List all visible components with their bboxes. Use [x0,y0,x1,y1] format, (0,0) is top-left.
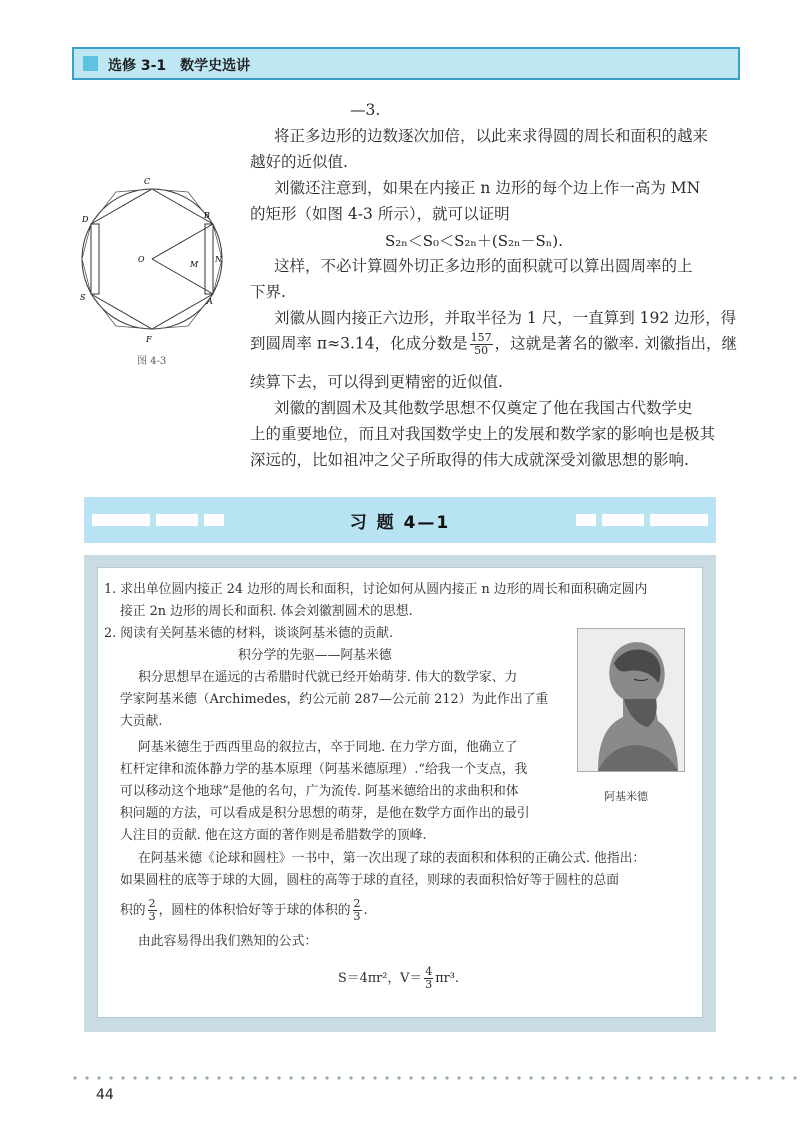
footer-dot [637,1076,640,1079]
fraction-157-50 [470,332,493,357]
article-line: 积问题的方法，可以看成是积分思想的萌芽，是他在数学方面作出的最引 [120,806,530,821]
article-title: 积分学的先驱——阿基米德 [238,648,392,663]
exercise-banner [84,497,716,543]
footer-dot [721,1076,724,1079]
question-2: 2. 阅读有关阿基米德的材料，谈谈阿基米德的贡献. [104,626,394,641]
fraction-four-thirds [424,966,433,991]
question-1-line: 1. 求出单位圆内接正 24 边形的周长和面积，讨论如何从圆内接正 n 边形的周长和面积确定圆内 [104,582,648,597]
article-line: 学家阿基米德（Archimedes，约公元前 287—公元前 212）为此作出了重 [120,692,549,707]
footer-dot [685,1076,688,1079]
footer-dot [661,1076,664,1079]
footer-dot [493,1076,496,1079]
footer-dot [133,1076,136,1079]
footer-dot [205,1076,208,1079]
footer-dotted-line [72,1075,800,1081]
label-b: B [204,211,210,220]
fraction-two-thirds [148,898,157,923]
fraction-denominator: 3 [425,978,433,991]
text-segment: πr³. [435,971,459,986]
section-header [72,47,740,80]
article-line: 由此容易得出我们熟知的公式： [138,934,318,949]
paragraph-line: 刘徽的割圆术及其他数学思想不仅奠定了他在我国古代数学史 [274,399,693,417]
footer-dot [469,1076,472,1079]
fraction-numerator: 157 [470,331,492,344]
footer-dot [145,1076,148,1079]
label-a: A [207,297,213,306]
footer-dot [337,1076,340,1079]
article-line: 杠杆定律和流体静力学的基本原理（阿基米德原理）.“给我一个支点，我 [120,762,528,777]
label-d: D [82,215,89,224]
page-number: 44 [96,1087,114,1103]
article-line: 大贡献. [120,714,163,729]
text-segment: 积的 [120,903,146,918]
label-n: N [215,255,222,264]
footer-dot [757,1076,760,1079]
footer-dot [301,1076,304,1079]
article-line: 人注目的贡献. 他在这方面的著作则是希腊数学的顶峰. [120,828,427,843]
figure-4-3-diagram [72,172,232,347]
text-segment: . [363,903,368,918]
paragraph-line-with-fraction [250,332,737,357]
footer-dot [73,1076,76,1079]
footer-dot [157,1076,160,1079]
fraction-numerator: 2 [353,897,361,910]
header-square-icon [83,56,98,71]
footer-dot [181,1076,184,1079]
label-s: S [80,293,86,302]
footer-dot [229,1076,232,1079]
paragraph-line: 将正多边形的边数逐次加倍，以此来求得圆的周长和面积的越来 [274,127,709,145]
footer-dot [109,1076,112,1079]
footer-dot [397,1076,400,1079]
text-segment: ，圆柱的体积恰好等于球的体积的 [158,903,351,918]
fraction-numerator: 4 [425,965,433,978]
footer-dot [169,1076,172,1079]
footer-dot [349,1076,352,1079]
text-segment: ，这就是著名的徽率. 刘徽指出，继 [494,334,737,353]
paragraph-line: 深远的，比如祖冲之父子所取得的伟大成就深受刘徽思想的影响. [250,451,689,469]
footer-dot [517,1076,520,1079]
inequality-formula: S₂ₙ＜S₀＜S₂ₙ＋(S₂ₙ－Sₙ). [385,232,563,250]
article-line-with-fractions [120,898,368,923]
radius-ob [152,224,213,259]
exercise-title: 习 题 4—1 [349,513,451,533]
paragraph-line: 续算下去，可以得到更精密的近似值. [250,373,503,391]
footer-dot [217,1076,220,1079]
footer-dot [589,1076,592,1079]
header-label: 选修 3-1 数学史选讲 [108,58,251,74]
footer-dot [529,1076,532,1079]
paragraph-line: 上的重要地位，而且对我国数学史上的发展和数学家的影响也是极其 [250,425,716,443]
sphere-formula [338,966,459,991]
footer-dot [541,1076,544,1079]
paragraph-line: 刘徽还注意到，如果在内接正 n 边形的每个边上作一高为 MN [274,179,701,197]
paragraph-line: 的矩形（如图 4-3 所示），就可以证明 [250,205,510,223]
footer-dot [733,1076,736,1079]
footer-dot [445,1076,448,1079]
footer-dot [709,1076,712,1079]
fraction-two-thirds [353,898,362,923]
exercise-box [84,555,716,1032]
radius-oa [152,259,213,294]
exercise-content [97,567,703,1018]
article-line: 阿基米德生于西西里岛的叙拉古，卒于同地. 在力学方面，他确立了 [138,740,518,755]
footer-dot [613,1076,616,1079]
footer-dot [265,1076,268,1079]
fraction-denominator: 3 [353,910,361,923]
footer-dot [781,1076,784,1079]
label-c: C [144,177,151,186]
article-line: 可以移动这个地球”是他的名句，广为流传. 阿基米德给出的求曲积和体 [120,784,519,799]
footer-dot [277,1076,280,1079]
fraction-denominator: 3 [148,910,156,923]
right-rectangle-mn [205,224,213,294]
footer-dot [313,1076,316,1079]
footer-dot [289,1076,292,1079]
figure-caption: 图 4-3 [137,356,167,367]
footer-dot [481,1076,484,1079]
footer-dot [457,1076,460,1079]
footer-dot [697,1076,700,1079]
footer-dot [565,1076,568,1079]
footer-dot [625,1076,628,1079]
article-line: 如果圆柱的底等于球的大圆，圆柱的高等于球的直径，则球的表面积恰好等于圆柱的总面 [120,873,620,888]
paragraph-line: 刘徽从圆内接正六边形，并取半径为 1 尺，一直算到 192 边形，得 [274,309,737,327]
footer-dot [409,1076,412,1079]
footer-dot [649,1076,652,1079]
footer-dot [241,1076,244,1079]
footer-dot [673,1076,676,1079]
archimedes-portrait-image [577,628,685,772]
left-rectangle [91,224,99,294]
footer-dot [361,1076,364,1079]
article-line: 积分思想早在遥远的古希腊时代就已经开始萌芽. 伟大的数学家、力 [138,670,518,685]
footer-dot [193,1076,196,1079]
footer-dot [433,1076,436,1079]
line-fragment: —3. [350,101,381,119]
portrait-caption: 阿基米德 [604,790,648,803]
footer-dot [253,1076,256,1079]
paragraph-line: 这样，不必计算圆外切正多边形的面积就可以算出圆周率的上 [274,257,693,275]
text-segment: S＝4πr²，V＝ [338,971,423,986]
footer-dot [385,1076,388,1079]
footer-dot [793,1076,796,1079]
footer-dot [85,1076,88,1079]
article-line: 在阿基米德《论球和圆柱》一书中，第一次出现了球的表面积和体积的正确公式. 他指出： [138,851,646,866]
paragraph-line: 越好的近似值. [250,153,348,171]
label-o: O [138,255,145,264]
footer-dot [421,1076,424,1079]
question-1-line: 接正 2n 边形的周长和面积. 体会刘徽割圆术的思想. [120,604,413,619]
footer-dot [121,1076,124,1079]
paragraph-line: 下界. [250,283,286,301]
footer-dot [373,1076,376,1079]
label-m: M [190,260,199,269]
footer-dot [553,1076,556,1079]
footer-dot [505,1076,508,1079]
footer-dot [745,1076,748,1079]
footer-dot [325,1076,328,1079]
fraction-numerator: 2 [148,897,156,910]
label-f: F [146,335,152,344]
fraction-denominator: 50 [474,344,489,357]
text-segment: 到圆周率 π≈3.14，化成分数是 [250,334,468,353]
footer-dot [97,1076,100,1079]
footer-dot [769,1076,772,1079]
footer-dot [601,1076,604,1079]
footer-dot [577,1076,580,1079]
